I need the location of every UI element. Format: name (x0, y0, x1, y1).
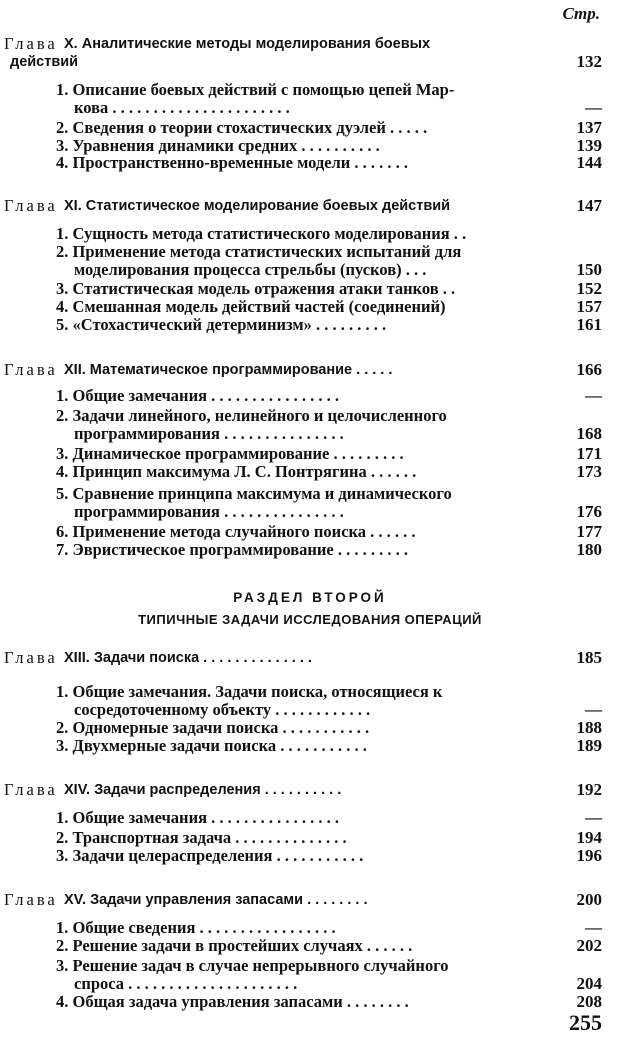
chapter-title: XV. Задачи управления запасами . . . . . . . . (64, 892, 368, 908)
page-ref: 202 (576, 936, 602, 955)
toc-item-text: 5. «Стохастический детерминизм» . . . . . . . . . (56, 315, 387, 334)
page-header-label: Стр. (562, 4, 600, 23)
page-ref: 171 (576, 444, 602, 463)
chapter-title: XIV. Задачи распределения . . . . . . . . . . (64, 782, 342, 798)
toc-item (0, 260, 620, 280)
toc-item-text: 1. Общие сведения . . . . . . . . . . . . . . . . . (56, 918, 336, 937)
chapter-prefix: Глава (4, 360, 58, 379)
page-ref: 139 (576, 136, 602, 155)
chapter-prefix: Глава (4, 780, 58, 799)
page-ref: — (585, 808, 602, 827)
page-ref: 161 (576, 315, 602, 334)
toc-item-text: 3. Уравнения динамики средних . . . . . . . . . . (56, 136, 380, 155)
chapter-title: XIII. Задачи поиска . . . . . . . . . . . . . . (64, 650, 312, 666)
page-ref: 177 (576, 522, 602, 541)
toc-item-text: 3. Задачи целераспределения . . . . . . . . . . . (56, 846, 364, 865)
toc-item-text: 1. Общие замечания. Задачи поиска, относящиеся к (56, 682, 443, 701)
page-ref: 132 (576, 52, 602, 71)
toc-item-text: 4. Общая задача управления запасами . . . . . . . . (56, 992, 409, 1011)
page-ref: 204 (576, 974, 602, 993)
chapter-10-heading (0, 34, 620, 54)
toc-item (0, 828, 620, 848)
toc-item (0, 153, 620, 173)
toc-item (0, 736, 620, 756)
page-ref: — (585, 700, 602, 719)
page-ref: 196 (576, 846, 602, 865)
chapter-prefix: Глава (4, 34, 58, 53)
chapter-10-heading-cont (0, 52, 620, 72)
toc-item-text: 6. Применение метода случайного поиска . . . . . . (56, 522, 416, 541)
page-ref: 166 (576, 360, 602, 379)
page-ref: 189 (576, 736, 602, 755)
toc-item-text: 3. Статистическая модель отражения атаки танков . . (56, 279, 456, 298)
page-ref: 185 (576, 648, 602, 667)
chapter-title-continuation: действий (10, 54, 79, 70)
page-ref: 208 (576, 992, 602, 1011)
toc-item (0, 406, 620, 426)
toc-item-text: 4. Смешанная модель действий частей (соединений) (56, 297, 446, 316)
toc-item (0, 502, 620, 522)
toc-item (0, 242, 620, 262)
page-number: 255 (569, 1010, 602, 1035)
toc-item (0, 444, 620, 464)
toc-item-text: моделирования процесса стрельбы (пусков) . . . (74, 260, 427, 279)
chapter-11-heading (0, 196, 620, 216)
toc-item (0, 80, 620, 100)
toc-item-text: 1. Сущность метода статистического моделирования . . (56, 224, 467, 243)
toc-item-text: 2. Сведения о теории стохастических дуэлей . . . . . (56, 118, 428, 137)
chapter-title: X. Аналитические методы моделирования боевых (64, 36, 431, 52)
toc-item (0, 118, 620, 138)
toc-item-text: 4. Принцип максимума Л. С. Понтрягина . . . . . . (56, 462, 417, 481)
toc-item-text: сосредоточенному объекту . . . . . . . . . . . . (74, 700, 371, 719)
toc-item-text: программирования . . . . . . . . . . . . . . . (74, 502, 344, 521)
page-ref: — (585, 918, 602, 937)
page-ref: 180 (576, 540, 602, 559)
page-ref: 200 (576, 890, 602, 909)
toc-item (0, 297, 620, 317)
toc-item (0, 918, 620, 938)
page-ref: 150 (576, 260, 602, 279)
toc-item-text: 2. Задачи линейного, нелинейного и целочисленного (56, 406, 447, 425)
page-ref: 176 (576, 502, 602, 521)
section-title: РАЗДЕЛ ВТОРОЙ (233, 590, 387, 605)
chapter-prefix: Глава (4, 196, 58, 215)
toc-item (0, 224, 620, 244)
toc-item (0, 315, 620, 335)
page-ref: 147 (576, 196, 602, 215)
toc-item-text: 3. Решение задач в случае непрерывного случайного (56, 956, 449, 975)
page-ref: — (585, 386, 602, 405)
toc-item-text: 5. Сравнение принципа максимума и динамического (56, 484, 452, 503)
toc-item (0, 484, 620, 504)
toc-item-text: 4. Пространственно-временные модели . . . . . . . (56, 153, 409, 172)
toc-item (0, 424, 620, 444)
toc-item-text: программирования . . . . . . . . . . . . . . . (74, 424, 344, 443)
toc-item-text: 2. Одномерные задачи поиска . . . . . . . . . . . (56, 718, 370, 737)
toc-item (0, 682, 620, 702)
toc-item-text: 7. Эвристическое программирование . . . . . . . . . (56, 540, 408, 559)
page-ref: 192 (576, 780, 602, 799)
toc-item-text: 2. Применение метода статистических испытаний для (56, 242, 462, 261)
chapter-prefix: Глава (4, 648, 58, 667)
page-ref: 152 (576, 279, 602, 298)
page-ref: — (585, 98, 602, 117)
page-ref: 194 (576, 828, 602, 847)
toc-item-text: 3. Двухмерные задачи поиска . . . . . . . . . . . (56, 736, 367, 755)
toc-item-text: 3. Динамическое программирование . . . . . . . . . (56, 444, 404, 463)
toc-item-text: 2. Транспортная задача . . . . . . . . . . . . . . (56, 828, 347, 847)
toc-item (0, 992, 620, 1012)
toc-item (0, 540, 620, 560)
page-ref: 188 (576, 718, 602, 737)
page-ref: 137 (576, 118, 602, 137)
toc-item-text: кова . . . . . . . . . . . . . . . . . . . . . . (74, 98, 290, 117)
chapter-13-heading (0, 648, 620, 668)
page-ref: 144 (576, 153, 602, 172)
chapter-prefix: Глава (4, 890, 58, 909)
toc-item (0, 462, 620, 482)
toc-item (0, 522, 620, 542)
toc-item (0, 956, 620, 976)
toc-item (0, 279, 620, 299)
toc-item (0, 846, 620, 866)
chapter-title: XII. Математическое программирование . . . . . (64, 362, 393, 378)
toc-item-text: 2. Решение задачи в простейших случаях . . . . . . (56, 936, 413, 955)
page-ref: 168 (576, 424, 602, 443)
section-subtitle: ТИПИЧНЫЕ ЗАДАЧИ ИССЛЕДОВАНИЯ ОПЕРАЦИЙ (138, 612, 482, 627)
page-ref: 173 (576, 462, 602, 481)
toc-item (0, 386, 620, 406)
page-ref: 157 (576, 297, 602, 316)
chapter-14-heading (0, 780, 620, 800)
chapter-15-heading (0, 890, 620, 910)
toc-item (0, 718, 620, 738)
toc-item (0, 98, 620, 118)
toc-item (0, 808, 620, 828)
toc-item-text: спроса . . . . . . . . . . . . . . . . . . . . . (74, 974, 298, 993)
toc-item-text: 1. Общие замечания . . . . . . . . . . . . . . . . (56, 808, 339, 827)
toc-item (0, 700, 620, 720)
chapter-12-heading (0, 360, 620, 380)
toc-item-text: 1. Описание боевых действий с помощью цепей Мар- (56, 80, 455, 99)
toc-item (0, 974, 620, 994)
toc-item-text: 1. Общие замечания . . . . . . . . . . . . . . . . (56, 386, 339, 405)
chapter-title: XI. Статистическое моделирование боевых действий (64, 198, 451, 214)
toc-item (0, 936, 620, 956)
